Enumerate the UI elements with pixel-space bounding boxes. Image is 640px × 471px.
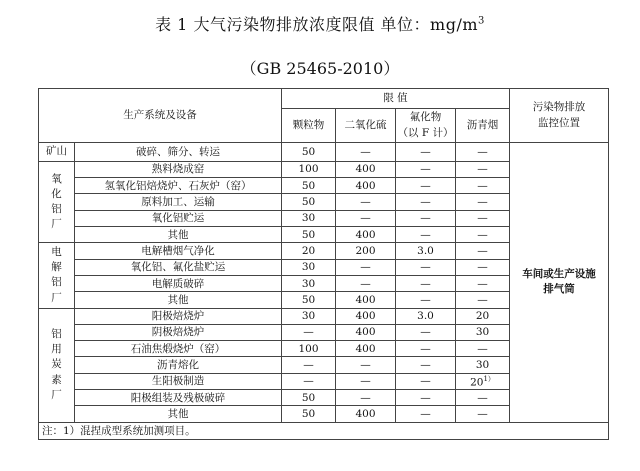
value-so2: 400 (336, 308, 396, 324)
equipment-name: 电解质破碎 (75, 275, 282, 291)
equipment-name: 阴极焙烧炉 (75, 324, 282, 340)
value-particulate: 100 (282, 341, 336, 357)
header-so2: 二氧化硫 (336, 109, 396, 143)
category-cell: 铝 用 炭 素 厂 (39, 308, 75, 422)
value-fluoride: 3.0 (396, 243, 456, 259)
monitor-location-cell: 车间或生产设施 排气筒 (510, 143, 609, 423)
value-particulate: 50 (282, 292, 336, 308)
value-fluoride: — (396, 357, 456, 373)
header-monitor-location: 污染物排放 监控位置 (510, 89, 609, 143)
value-asphalt-fume: 20 (456, 308, 510, 324)
value-so2: 400 (336, 161, 396, 177)
value-particulate: 30 (282, 259, 336, 275)
value-particulate: 30 (282, 308, 336, 324)
value-fluoride: — (396, 341, 456, 357)
equipment-name: 原料加工、运输 (75, 194, 282, 210)
value-asphalt-fume: — (456, 210, 510, 226)
value-asphalt-fume: — (456, 227, 510, 243)
value-particulate: 50 (282, 143, 336, 162)
value-fluoride: — (396, 324, 456, 340)
equipment-name: 其他 (75, 292, 282, 308)
value-particulate: — (282, 324, 336, 340)
value-so2: 200 (336, 243, 396, 259)
value-so2: — (336, 390, 396, 406)
value-so2: 400 (336, 178, 396, 194)
value-so2: 400 (336, 341, 396, 357)
value-asphalt-fume: — (456, 275, 510, 291)
equipment-name: 电解槽烟气净化 (75, 243, 282, 259)
equipment-name: 阳极组装及残极破碎 (75, 390, 282, 406)
header-equipment: 生产系统及设备 (39, 89, 282, 143)
equipment-name: 石油焦煅烧炉（窑） (75, 341, 282, 357)
note-row (39, 422, 609, 439)
header-fluoride: 氟化物 （以 F 计） (396, 109, 456, 143)
value-asphalt-fume: — (456, 243, 510, 259)
category-cell: 电 解 铝 厂 (39, 243, 75, 308)
value-asphalt-fume: — (456, 390, 510, 406)
equipment-name: 破碎、筛分、转运 (75, 143, 282, 162)
equipment-name: 氧化铝贮运 (75, 210, 282, 226)
equipment-name: 阳极焙烧炉 (75, 308, 282, 324)
header-asphalt-fume: 沥青烟 (456, 109, 510, 143)
value-asphalt-fume: $20^{1)}$ (456, 373, 510, 389)
value-so2: 400 (336, 292, 396, 308)
value-so2: 400 (336, 227, 396, 243)
equipment-name: 氧化铝、氟化盐贮运 (75, 259, 282, 275)
value-particulate: — (282, 373, 336, 389)
value-asphalt-fume: — (456, 194, 510, 210)
value-so2: — (336, 259, 396, 275)
value-fluoride: — (396, 292, 456, 308)
value-so2: — (336, 373, 396, 389)
category-cell: 矿山 (39, 143, 75, 162)
value-asphalt-fume: — (456, 178, 510, 194)
value-asphalt-fume: — (456, 406, 510, 422)
value-particulate: 100 (282, 161, 336, 177)
value-so2: — (336, 357, 396, 373)
value-asphalt-fume: — (456, 143, 510, 162)
value-asphalt-fume: — (456, 292, 510, 308)
value-particulate: 20 (282, 243, 336, 259)
standard-code: （GB 25465-2010） (240, 59, 400, 78)
value-asphalt-fume: — (456, 259, 510, 275)
value-fluoride: — (396, 161, 456, 177)
value-fluoride: — (396, 275, 456, 291)
value-asphalt-fume: 30 (456, 357, 510, 373)
equipment-name: 其他 (75, 227, 282, 243)
value-fluoride: — (396, 178, 456, 194)
value-particulate: — (282, 357, 336, 373)
value-particulate: 50 (282, 390, 336, 406)
value-particulate: 30 (282, 275, 336, 291)
value-particulate: 50 (282, 178, 336, 194)
value-fluoride: — (396, 390, 456, 406)
emission-limits-table (38, 88, 609, 440)
equipment-name: 其他 (75, 406, 282, 422)
value-so2: 400 (336, 406, 396, 422)
value-fluoride: — (396, 259, 456, 275)
value-fluoride: — (396, 373, 456, 389)
equipment-name: 生阳极制造 (75, 373, 282, 389)
equipment-name: 沥青熔化 (75, 357, 282, 373)
table-title: 表 1 大气污染物排放浓度限值 单位：$mg/m^3$ (155, 15, 485, 34)
value-so2: 400 (336, 324, 396, 340)
table-note: 注：1）混捏成型系统加测项目。 (39, 422, 609, 439)
value-asphalt-fume: 30 (456, 324, 510, 340)
equipment-name: 氢氧化铝焙烧炉、石灰炉（窑） (75, 178, 282, 194)
value-so2: — (336, 275, 396, 291)
value-fluoride: — (396, 406, 456, 422)
value-so2: — (336, 143, 396, 162)
category-cell: 氧 化 铝 厂 (39, 161, 75, 242)
value-so2: — (336, 194, 396, 210)
equipment-name: 熟料烧成窑 (75, 161, 282, 177)
value-fluoride: 3.0 (396, 308, 456, 324)
value-particulate: 50 (282, 194, 336, 210)
footnote-marker: 1） (483, 374, 495, 383)
value-fluoride: — (396, 194, 456, 210)
value-particulate: 50 (282, 227, 336, 243)
value-particulate: 30 (282, 210, 336, 226)
value-so2: — (336, 210, 396, 226)
value-asphalt-fume: — (456, 341, 510, 357)
table-row (39, 143, 609, 162)
header-limits: 限 值 (282, 89, 510, 109)
value-asphalt-fume: — (456, 161, 510, 177)
value-fluoride: — (396, 227, 456, 243)
value-fluoride: — (396, 143, 456, 162)
value-particulate: 50 (282, 406, 336, 422)
value-fluoride: — (396, 210, 456, 226)
header-particulate: 颗粒物 (282, 109, 336, 143)
